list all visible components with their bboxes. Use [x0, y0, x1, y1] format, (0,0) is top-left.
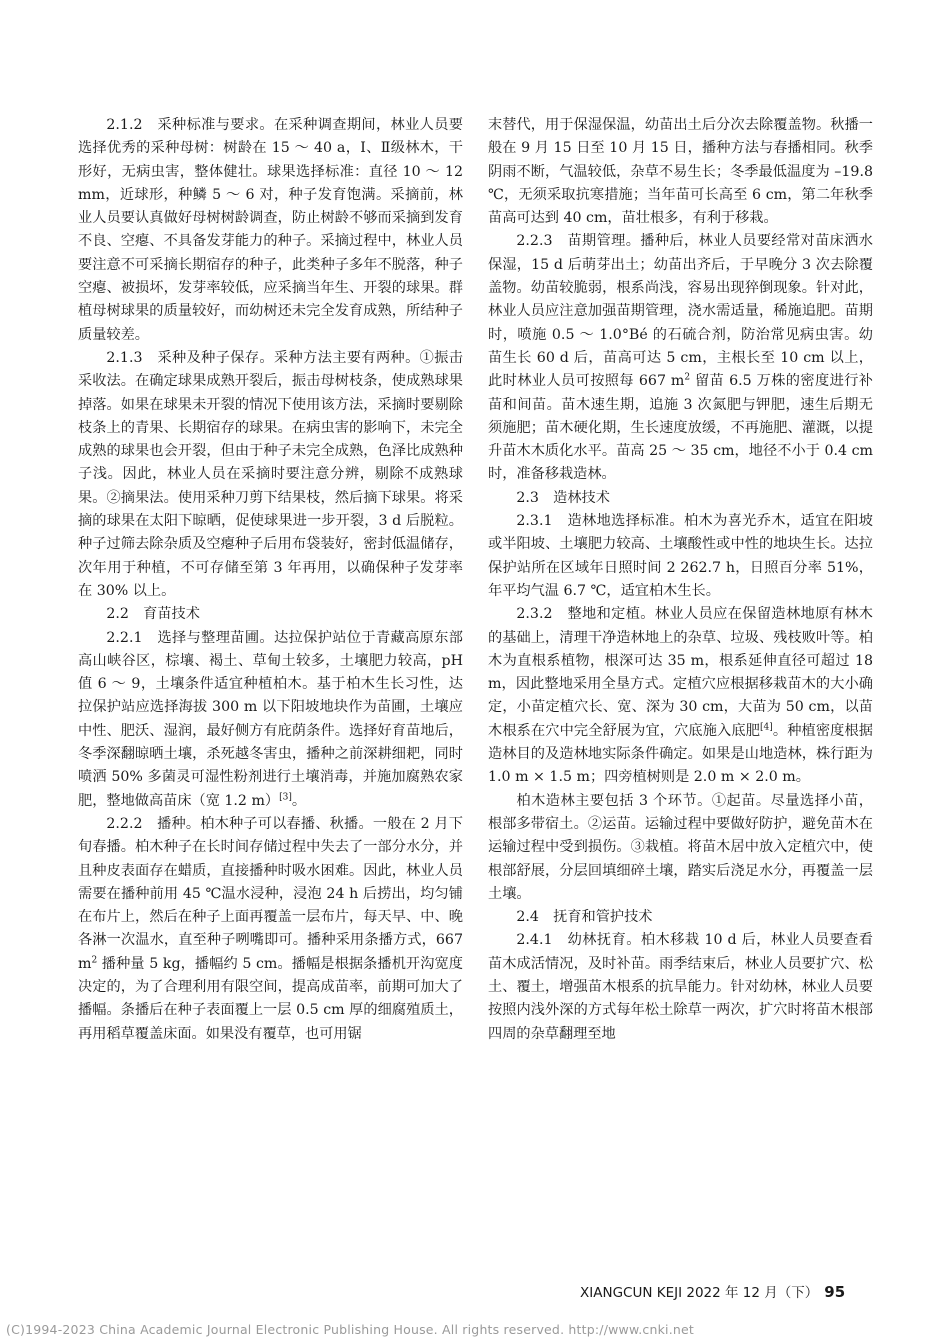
- page-number: 95: [824, 1283, 846, 1301]
- right-column: [488, 114, 873, 1046]
- heading-2-3: 2.3 造林技术: [516, 489, 610, 506]
- section-2-2-2-continued: 末替代，用于保湿保温，幼苗出土后分次去除覆盖物。秋播一般在 9 月 15 日至 10 月 15 日，播种方法与春播相同。秋季阴雨不断，气温较低，杂草不易生长；冬季最低温度为 –19.8 ℃，无须采取抗寒措施；当年苗可长高至 6 cm，第二年秋季苗高可达到 40 cm，苗壮根多，有利于移栽。: [488, 117, 873, 227]
- section-2-2-1: [78, 627, 463, 813]
- unit-superscript: 2: [684, 372, 691, 383]
- section-2-4-1: 2.4.1 幼林抚育。柏木移栽 10 d 后，林业人员要查看苗木成活情况，及时补苗。雨季结束后，林业人员要扩穴、松土、覆土，增强苗木根系的抗旱能力。针对幼林，林业人员要按照内浅外深的方式每年松土除草一两次，扩穴时将苗木根部四周的杂草翻理至地: [488, 932, 873, 1042]
- section-2-2-3-text-b: 留苗 6.5 万株的密度进行补苗和间苗。苗木速生期，追施 3 次氮肥与钾肥，速生后期无须施肥；苗木硬化期，生长速度放缓，不再施肥、灌溉，以提升苗木木质化水平。苗高 25 ～ 35 cm，地径不小于 0.4 cm 时，准备移栽造林。: [488, 373, 873, 483]
- page-footer: [580, 1281, 845, 1301]
- section-2-2-3-text-a: 2.2.3 苗期管理。播种后，林业人员要经常对苗床洒水保湿，15 d 后萌芽出土；幼苗出齐后，于早晚分 3 次去除覆盖物。幼苗较脆弱，根系尚浅，容易出现猝倒现象。针对此，林业人员应注意加强苗期管理，浇水需适量，稀施追肥。苗期时，喷施 0.5 ～ 1.0°Bé 的石硫合剂，防治常见病虫害。幼苗生长 60 d 后，苗高可达 5 cm，主根长至 10 cm 以上，此时林业人员可按照每 667 m: [488, 233, 873, 390]
- section-2-1-3: 2.1.3 采种及种子保存。采种方法主要有两种。①振击采收法。在确定球果成熟开裂后，振击母树枝条，使成熟球果掉落。如果在球果未开裂的情况下使用该方法，采摘时要剔除枝条上的青果、长期宿存的球果。在病虫害的影响下，未完全成熟的球果也会开裂，但由于种子未完全成熟，色泽比成熟种子浅。因此，林业人员在采摘时要注意分辨，剔除不成熟球果。②摘果法。使用采种刀剪下结果枝，然后摘下球果。将采摘的球果在太阳下晾晒，促使球果进一步开裂，3 d 后脱粒。种子过筛去除杂质及空瘪种子后用布袋装好，密封低温储存，次年用于种植，不可存储至第 3 年再用，以确保种子发芽率在 30% 以上。: [78, 349, 463, 599]
- section-2-2-2-text-a: 2.2.2 播种。柏木种子可以春播、秋播。一般在 2 月下旬春播。柏木种子在长时间存储过程中失去了一部分水分，并且种皮表面存在蜡质，直接播种时吸水困难。因此，林业人员需要在播种前用 45 ℃温水浸种，浸泡 24 h 后捞出，均匀铺在布片上，然后在种子上面再覆盖一层布片，每天早、中、晚各淋一次温水，直至种子咧嘴即可。播种采用条播方式，667 m: [78, 815, 463, 972]
- section-2-2-1-text: 2.2.1 选择与整理苗圃。达拉保护站位于青藏高原东部高山峡谷区，棕壤、褐土、草甸土较多，土壤肥力较高，pH 值 6 ～ 9，土壤条件适宜种植柏木。基于柏木生长习性，达拉保护站应选择海拔 300 m 以下阳坡地块作为苗圃，土壤应中性、肥沃、湿润，最好侧方有庇荫条件。选择好育苗地后，冬季深翻晾晒土壤，杀死越冬害虫，播种之前深耕细耙，同时喷洒 50% 多菌灵可湿性粉剂进行土壤消毒，并施加腐熟农家肥，整地做高苗床（宽 1.2 m）: [78, 629, 463, 809]
- section-2-2-3: [488, 230, 873, 486]
- section-2-3-2-text-b: 。种植密度根据造林目的及造林地实际条件确定。如果是山地造林，株行距为 1.0 m × 1.5 m；四旁植树则是 2.0 m × 2.0 m。: [488, 722, 873, 786]
- left-column: [78, 114, 463, 1046]
- citation-3: [3]: [279, 791, 292, 802]
- heading-2-4: 2.4 抚育和管护技术: [516, 909, 653, 926]
- section-2-3-1: 2.3.1 造林地选择标准。柏木为喜光乔木，适宜在阳坡或半阳坡、土壤肥力较高、土壤酸性或中性的地块生长。达拉保护站所在区域年日照时间 2 262.7 h，日照百分率 51%，年平均气温 6.7 ℃，适宜柏木生长。: [488, 513, 873, 599]
- section-2-2-1-end: 。: [291, 792, 307, 809]
- section-2-2-2: [78, 813, 463, 1046]
- journal-issue: XIANGCUN KEJI 2022 年 12 月（下）: [580, 1285, 819, 1301]
- citation-4: [4]: [760, 721, 773, 732]
- section-2-3-2: [488, 603, 873, 789]
- planting-steps: 柏木造林主要包括 3 个环节。①起苗。尽量选择小苗，根部多带宿土。②运苗。运输过程中要做好防护，避免苗木在运输过程中受到损伤。③栽植。将苗木居中放入定植穴中，使根部舒展，分层回填细碎土壤，踏实后浇足水分，再覆盖一层土壤。: [488, 792, 873, 902]
- section-2-2-2-text-b: 播种量 5 kg，播幅约 5 cm。播幅是根据条播机开沟宽度决定的，为了合理利用有限空间，提高成苗率，前期可加大了播幅。条播后在种子表面覆上一层 0.5 cm 厚的细腐殖质土，再用稻草覆盖床面。如果没有覆草，也可用锯: [78, 955, 463, 1042]
- section-2-1-2: 2.1.2 采种标准与要求。在采种调查期间，林业人员要选择优秀的采种母树：树龄在 15 ～ 40 a，Ⅰ、Ⅱ级林木，干形好，无病虫害，整体健壮。球果选择标准：直径 10 ～ 12 mm，近球形，种鳞 5 ～ 6 对，种子发育饱满。采摘前，林业人员要认真做好母树树龄调查，防止树龄不够而采摘到发育不良、空瘪、不具备发芽能力的种子。采摘过程中，林业人员要注意不可采摘长期宿存的种子，此类种子多年不脱落，种子空瘪、被损坏，发芽率较低，应采摘当年生、开裂的球果。群植母树球果的质量较好，而幼树还未完全发育成熟，所结种子质量较差。: [78, 117, 463, 343]
- heading-2-2: 2.2 育苗技术: [106, 606, 200, 623]
- unit-superscript: 2: [91, 954, 98, 965]
- copyright-notice: (C)1994-2023 China Academic Journal Electronic Publishing House. All rights reserved. http://www.cnki.net: [6, 1322, 694, 1337]
- section-2-3-2-text-a: 2.3.2 整地和定植。林业人员应在保留造林地原有林木的基础上，清理干净造林地上的杂草、垃圾、残枝败叶等。柏木为直根系植物，根深可达 35 m，根系延伸直径可超过 18 m，因此整地采用全垦方式。定植穴应根据移栽苗木的大小确定，小苗定植穴长、宽、深为 30 cm，大苗为 50 cm，以苗木根系在穴中完全舒展为宜，穴底施入底肥: [488, 606, 873, 739]
